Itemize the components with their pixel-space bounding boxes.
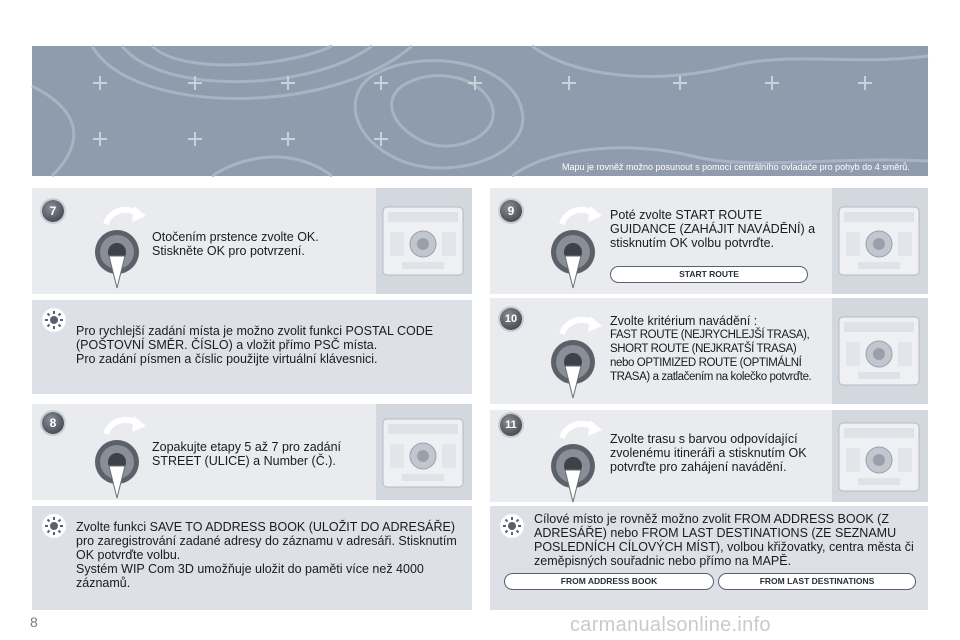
control-knob-icon [84, 406, 154, 502]
step-number-badge: 10 [500, 308, 522, 330]
step-11-card [490, 410, 928, 502]
device-panel [376, 188, 472, 294]
step-number-badge: 8 [42, 412, 64, 434]
map-hint-line: Je možno změnit její orientaci ve zkrácené nabídce FULL SCREEN MAP (MAPA PŘES [562, 176, 909, 187]
step-9-card [490, 188, 928, 294]
tip-text-line: Cílové místo je rovněž možno zvolit FROM ADDRESS BOOK (Z [534, 512, 889, 526]
step-10-card [490, 298, 928, 404]
radio-unit-icon [838, 206, 920, 276]
step-11-text [610, 432, 807, 474]
control-knob-icon [540, 306, 610, 402]
lightbulb-tip-icon [42, 514, 66, 538]
device-panel [376, 404, 472, 500]
lightbulb-tip-icon [500, 514, 524, 538]
tip-text-line: zeměpisných souřadnic nebo přímo na MAPĚ. [534, 554, 792, 568]
device-panel [832, 188, 928, 294]
map-banner [32, 46, 928, 187]
step-text-line: FAST ROUTE (NEJRYCHLEJŠÍ TRASA), [610, 329, 810, 341]
step-10-options-text [610, 328, 811, 384]
tip-text-line: ADRESÁŘE) nebo FROM LAST DESTINATIONS (ZE SEZNAMU [534, 526, 897, 540]
tip-address-book-text [76, 520, 457, 590]
step-text-line: Zvolte trasu s barvou odpovídající [610, 432, 798, 446]
radio-unit-icon [382, 418, 464, 488]
step-text-line: SHORT ROUTE (NEJKRATŠÍ TRASA) [610, 343, 797, 355]
start-route-button[interactable]: START ROUTE [610, 266, 808, 283]
lightbulb-tip-icon [42, 308, 66, 332]
tip-text-line: Zvolte funkci SAVE TO ADDRESS BOOK (ULOŽIT DO ADRESÁŘE) [76, 520, 456, 534]
step-10-text [610, 314, 757, 328]
step-text-line: Poté zvolte START ROUTE [610, 208, 763, 222]
tip-text-line: pro zaregistrování zadané adresy do záznamu v adresáři. Stisknutím [76, 534, 457, 548]
watermark: carmanualsonline.info [570, 614, 771, 636]
step-text-line: nebo OPTIMIZED ROUTE (OPTIMÁLNÍ [610, 357, 802, 369]
tip-text-line: záznamů. [76, 576, 131, 590]
step-text-line: zvolenému itineráři a stisknutím OK [610, 446, 807, 460]
step-text-line: potvrďte pro zahájení navádění. [610, 460, 787, 474]
from-address-book-button[interactable]: FROM ADDRESS BOOK [504, 573, 714, 590]
step-text-line: STREET (ULICE) a Number (Č.). [152, 454, 336, 468]
step-number-badge: 11 [500, 414, 522, 436]
step-7-card [32, 188, 472, 294]
step-8-text [152, 440, 341, 468]
tip-address-book-card [32, 506, 472, 610]
control-knob-icon [540, 410, 610, 506]
tip-destination-card [490, 506, 928, 610]
radio-unit-icon [382, 206, 464, 276]
control-knob-icon [540, 196, 610, 292]
tip-postal-code-text [76, 324, 433, 366]
step-9-text [610, 208, 815, 250]
tip-text-line: OK potvrďte volbu. [76, 548, 181, 562]
control-knob-icon [84, 196, 154, 292]
tip-destination-text [534, 512, 914, 568]
device-panel [832, 298, 928, 404]
step-7-text [152, 230, 319, 258]
step-text-line: Otočením prstence zvolte OK. [152, 230, 319, 244]
page-number: 8 [30, 614, 38, 630]
map-hint-line: Mapu je rovněž možno posunout s pomocí centrálního ovladače pro pohyb do 4 směrů. [562, 162, 910, 172]
step-text-line: Stiskněte OK pro potvrzení. [152, 244, 305, 258]
radio-unit-icon [838, 316, 920, 386]
step-text-line: Zvolte kritérium navádění : [610, 314, 758, 328]
topographic-map-graphic [32, 46, 928, 176]
step-number-badge: 9 [500, 200, 522, 222]
tip-text-line: Pro zadání písmen a číslic použijte virtuální klávesnici. [76, 352, 378, 366]
tip-text-line: Systém WIP Com 3D umožňuje uložit do paměti více než 4000 [76, 562, 424, 576]
from-last-destinations-button[interactable]: FROM LAST DESTINATIONS [718, 573, 916, 590]
step-text-line: Zopakujte etapy 5 až 7 pro zadání [152, 440, 342, 454]
step-text-line: stisknutím OK volbu potvrďte. [610, 236, 774, 250]
step-text-line: TRASA) a zatlačením na kolečko potvrďte. [610, 371, 812, 383]
tip-postal-code-card [32, 300, 472, 394]
step-number-badge: 7 [42, 200, 64, 222]
device-panel [832, 410, 928, 502]
radio-unit-icon [838, 422, 920, 492]
step-8-card [32, 404, 472, 500]
tip-text-line: (POŠTOVNÍ SMĚR. ČÍSLO) a vložit přímo PSČ místa. [76, 338, 378, 352]
step-text-line: GUIDANCE (ZAHÁJIT NAVÁDĚNÍ) a [610, 222, 816, 236]
tip-text-line: POSLEDNÍCH CÍLOVÝCH MÍST), volbou křižovatky, centra města či [534, 540, 914, 554]
tip-text-line: Pro rychlejší zadání místa je možno zvolit funkci POSTAL CODE [76, 324, 434, 338]
